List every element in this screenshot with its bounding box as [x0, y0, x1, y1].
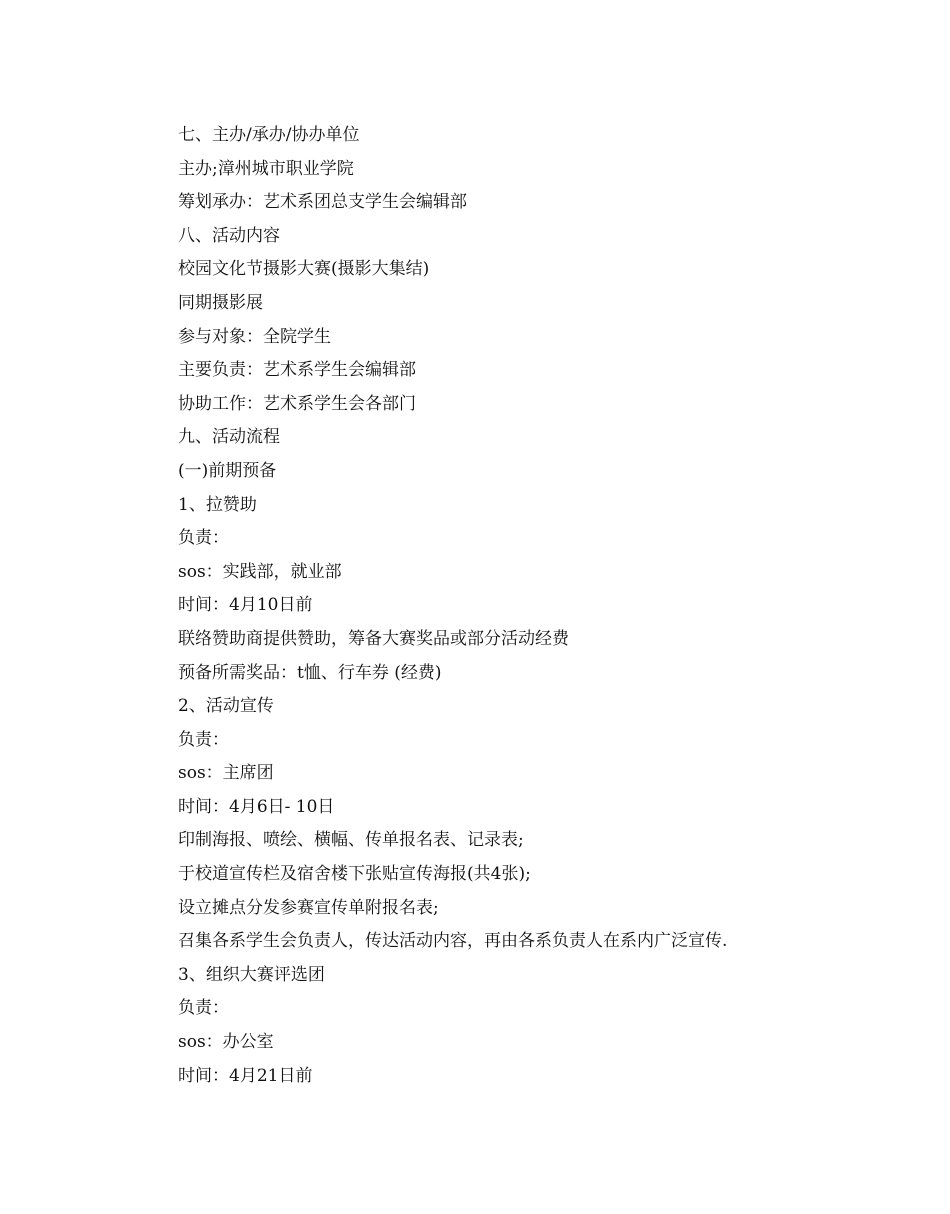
- text-line: 负责：: [178, 729, 229, 750]
- text-line: 设立摊点分发参赛宣传单附报名表;: [178, 897, 439, 918]
- text-line: 负责：: [178, 528, 229, 549]
- text-line: 同期摄影展: [178, 292, 263, 313]
- item-heading: 2、活动宣传: [178, 696, 274, 717]
- text-line: sos：办公室: [178, 1032, 274, 1053]
- text-line: 时间：4月21日前: [178, 1065, 313, 1086]
- document-body: [178, 119, 878, 1093]
- text-line: 参与对象：全院学生: [178, 326, 331, 347]
- text-line: 主要负责：艺术系学生会编辑部: [178, 360, 416, 381]
- text-line: 主办;漳州城市职业学院: [178, 158, 354, 179]
- text-line: sos：实践部，就业部: [178, 561, 342, 582]
- section-heading-activity-process: 九、活动流程: [178, 427, 280, 448]
- text-line: 联络赞助商提供赞助，筹备大赛奖品或部分活动经费: [178, 628, 569, 649]
- text-line: 时间：4月6日- 10日: [178, 796, 335, 817]
- text-line: 于校道宣传栏及宿舍楼下张贴宣传海报(共4张);: [178, 864, 531, 885]
- text-line: sos：主席团: [178, 763, 274, 784]
- text-line: 筹划承办：艺术系团总支学生会编辑部: [178, 192, 467, 213]
- text-line: 印制海报、喷绘、横幅、传单报名表、记录表;: [178, 830, 524, 851]
- section-heading-activity-content: 八、活动内容: [178, 225, 280, 246]
- section-heading-organizers: 七、主办/承办/协办单位: [178, 125, 360, 145]
- text-line: 负责：: [178, 998, 229, 1019]
- item-heading: 1、拉赞助: [178, 494, 257, 515]
- text-line: 时间：4月10日前: [178, 595, 313, 616]
- subsection-heading: (一)前期预备: [178, 460, 277, 481]
- text-line: 预备所需奖品：t恤、行车券 (经费): [178, 662, 442, 683]
- item-heading: 3、组织大赛评选团: [178, 964, 325, 985]
- text-line: 协助工作：艺术系学生会各部门: [178, 393, 416, 414]
- text-line: 召集各系学生会负责人，传达活动内容，再由各系负责人在系内广泛宣传.: [178, 931, 728, 952]
- text-line: 校园文化节摄影大赛(摄影大集结): [178, 259, 430, 280]
